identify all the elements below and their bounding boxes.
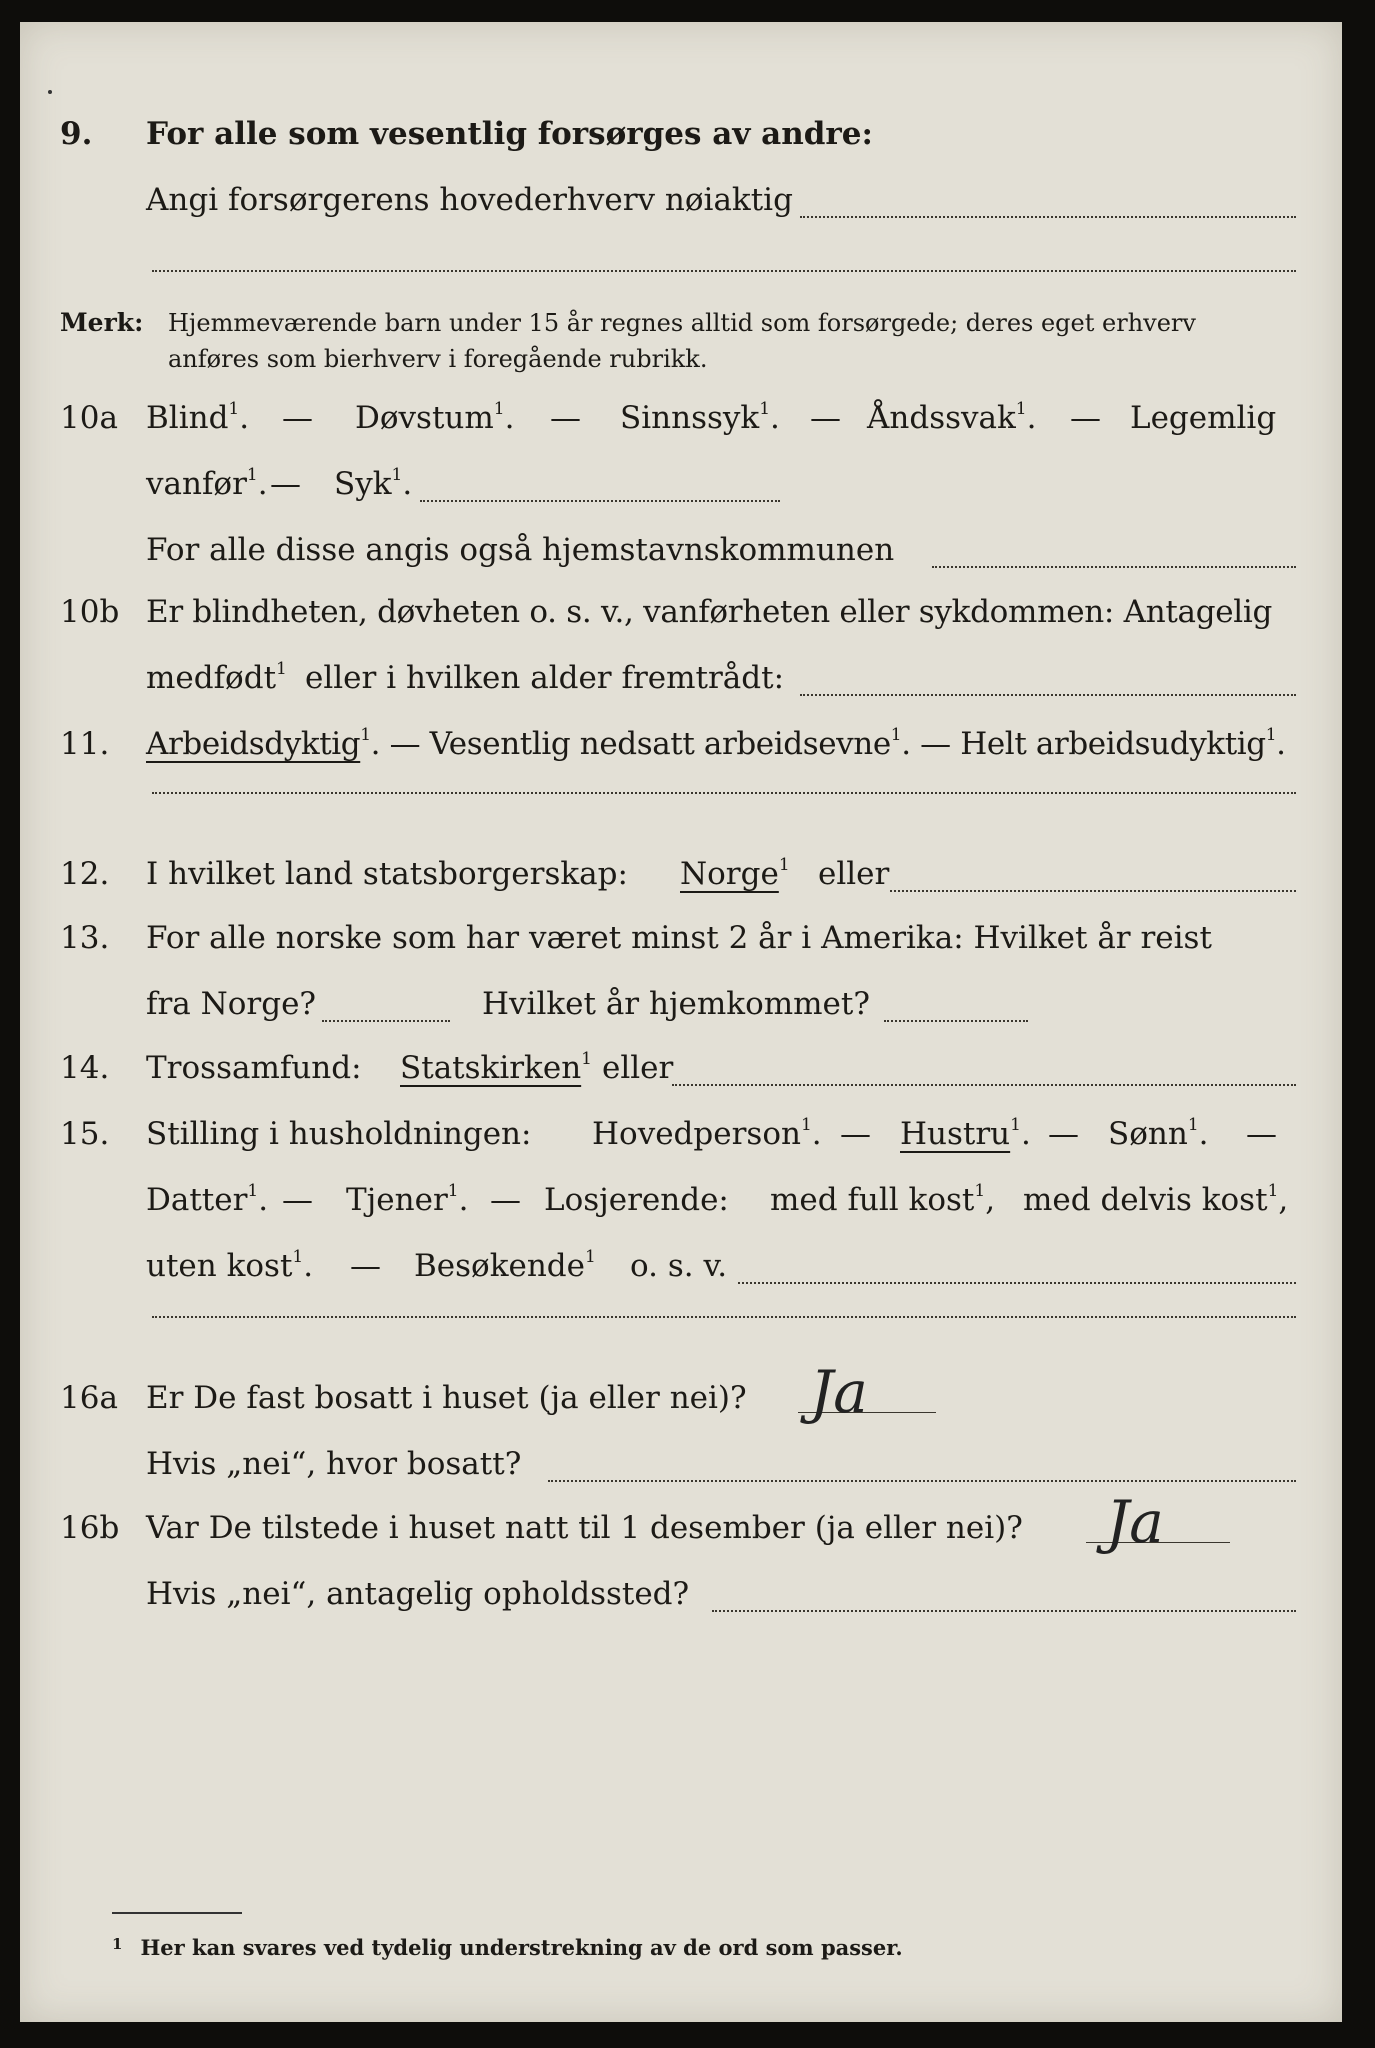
footnote-ref: 1	[1010, 1115, 1021, 1135]
q15-hustru[interactable]: Hustru$^1$.	[900, 1115, 1031, 1152]
q16b-question: Var De tilstede i huset natt til 1 desember (ja eller nei)?	[146, 1510, 1023, 1546]
footnote-ref: 1	[890, 725, 902, 745]
q13-fra-label: fra Norge?	[146, 986, 317, 1022]
ink-dot	[48, 90, 52, 94]
norge-label: Norge	[680, 856, 779, 892]
q16b-number: 16b	[60, 1510, 120, 1546]
q15-answer-field[interactable]	[738, 1282, 1296, 1284]
q10b-alder-label: eller i hvilken alder fremtrådt:	[305, 660, 785, 696]
dash: —	[1048, 1116, 1079, 1152]
footnote-ref: 1	[581, 1049, 592, 1069]
q12-answer-field[interactable]	[890, 890, 1296, 892]
q15-datter[interactable]: Datter$^1$.	[146, 1181, 269, 1218]
q9-row-2	[20, 178, 1342, 228]
q15-number: 15.	[60, 1116, 110, 1152]
q16a-number: 16a	[60, 1380, 118, 1416]
q9-number: 9.	[60, 116, 93, 152]
q11-number: 11.	[60, 726, 110, 762]
footnote-ref: 1	[246, 465, 258, 485]
q15-row	[20, 1112, 1342, 1162]
census-form-page	[20, 22, 1342, 2022]
q14-row	[20, 1046, 1342, 1096]
footnote-ref: 1	[1015, 399, 1027, 419]
q10a-hjemstavn-field[interactable]	[932, 566, 1296, 568]
q16a-question: Er De fast bosatt i huset (ja eller nei)?	[146, 1380, 747, 1416]
q14-eller: eller	[602, 1050, 674, 1086]
q11-row	[20, 722, 1342, 772]
q10b-medfodt[interactable]	[146, 656, 287, 700]
merk-row-2	[20, 340, 1342, 390]
q12-number: 12.	[60, 856, 110, 892]
footnote-divider	[112, 1912, 242, 1914]
dash: —	[920, 726, 951, 762]
hustru-label: Hustru	[900, 1116, 1011, 1152]
dash: —	[840, 1116, 871, 1152]
hovedperson-label: Hovedperson	[592, 1116, 801, 1152]
q10b-row-2	[20, 656, 1342, 706]
footnote-ref: 1	[276, 659, 287, 679]
footnote-ref: 1	[974, 1181, 986, 1201]
q13-row-2	[20, 982, 1342, 1032]
q10a-andssvak[interactable]: Åndssvak$^1$.	[867, 399, 1037, 436]
q9-label	[146, 178, 793, 222]
q16a-hvor-field[interactable]	[548, 1480, 1296, 1482]
merk-note-line2: anføres som bierhverv i foregående rubrikk.	[168, 345, 708, 373]
q10a-blind[interactable]: Blind$^1$.	[146, 399, 250, 436]
q12-row	[20, 852, 1342, 902]
q15-tjener[interactable]: Tjener$^1$.	[346, 1181, 469, 1218]
q10a-syk[interactable]: Syk$^1$.	[334, 465, 413, 502]
q10a-row-3	[20, 528, 1342, 578]
q10a-sinnssyk[interactable]: Sinnssyk$^1$.	[620, 399, 780, 436]
q15-osv: o. s. v.	[630, 1248, 728, 1284]
footnote-ref: 1	[360, 725, 371, 745]
q15-sonn[interactable]: Sønn$^1$.	[1108, 1115, 1209, 1152]
merk-label: Merk:	[60, 308, 144, 337]
dash: —	[270, 466, 301, 502]
footnote-text: Her kan svares ved tydelig understrekning av de ord som passer.	[140, 1935, 903, 1960]
q11-options: Arbeidsdyktig$^1$. — Vesentlig nedsatt arbeidsevne$^1$. — Helt arbeidsudyktig$^1$.	[146, 725, 1286, 762]
dash: —	[282, 400, 313, 436]
q15-hovedperson[interactable]: Hovedperson$^1$.	[592, 1115, 822, 1152]
q11-nedsatt[interactable]: Vesentlig nedsatt arbeidsevne	[429, 726, 891, 762]
q14-question: Trossamfund:	[146, 1050, 362, 1086]
q9-answer-field[interactable]	[800, 216, 1296, 218]
q10a-legemlig[interactable]: Legemlig	[1130, 400, 1277, 436]
footnote-ref: 1	[247, 1181, 259, 1201]
dash: —	[1246, 1116, 1277, 1152]
footnote-ref: 1	[584, 1247, 596, 1267]
q10b-alder-field[interactable]	[800, 694, 1296, 696]
q13-hjemkommet-field[interactable]	[884, 1020, 1028, 1022]
q14-statskirken[interactable]	[400, 1046, 592, 1090]
q13-hjem-label: Hvilket år hjemkommet?	[482, 986, 870, 1022]
statskirken-label: Statskirken	[400, 1050, 582, 1086]
footnote-ref: 1	[228, 399, 240, 419]
dash: —	[282, 1182, 313, 1218]
full-kost-label: med full kost	[770, 1182, 975, 1218]
footnote-ref: 1	[493, 399, 505, 419]
footnote-ref: 1	[292, 1247, 304, 1267]
delvis-kost-label: med delvis kost	[1023, 1182, 1268, 1218]
andssvak-label: Åndssvak	[867, 400, 1016, 436]
q13-number: 13.	[60, 920, 110, 956]
q10b-number: 10b	[60, 594, 120, 630]
q11-arbeidsdyktig[interactable]: Arbeidsdyktig	[146, 726, 361, 762]
sonn-label: Sønn	[1108, 1116, 1188, 1152]
q16b-opholdssted-field[interactable]	[712, 1610, 1296, 1612]
q16a-row-2	[20, 1442, 1342, 1492]
footnote-ref: 1	[800, 1115, 812, 1135]
sinnssyk-label: Sinnssyk	[620, 400, 760, 436]
q9-label-text: Angi forsørgerens hovederhverv nøiaktig	[146, 182, 793, 218]
q16a-row	[20, 1358, 1342, 1426]
footnote-ref: 1	[759, 399, 771, 419]
q15-full-kost[interactable]: med full kost$^1$,	[770, 1181, 996, 1218]
q15-delvis-kost[interactable]: med delvis kost$^1$,	[1023, 1181, 1289, 1218]
q13-row	[20, 916, 1342, 966]
q10a-hjemstavn-label: For alle disse angis også hjemstavnskommunen	[146, 532, 895, 568]
q15-question: Stilling i husholdningen:	[146, 1116, 532, 1152]
q14-number: 14.	[60, 1050, 110, 1086]
footnote-ref: 1	[1187, 1115, 1199, 1135]
q16b-opholdssted-label: Hvis „nei“, antagelig opholdssted?	[146, 1576, 690, 1612]
dash: —	[350, 1248, 381, 1284]
q16b-row-2	[20, 1572, 1342, 1622]
q10a-row	[20, 396, 1342, 446]
footnote-ref: 1	[1265, 725, 1277, 745]
q9-row	[20, 112, 1342, 162]
merk-note-line1: Hjemmeværende barn under 15 år regnes alltid som forsørgede; deres eget erhverv	[168, 309, 1196, 337]
dash: —	[490, 1182, 521, 1218]
q12-norge[interactable]	[680, 852, 790, 896]
q15-besokende[interactable]	[414, 1244, 596, 1288]
dash: —	[810, 400, 841, 436]
footnote-ref: 1	[1267, 1181, 1279, 1201]
dash: —	[1070, 400, 1101, 436]
q10a-dovstum[interactable]: Døvstum$^1$.	[355, 399, 515, 436]
q11-udyktig[interactable]: Helt arbeidsudyktig	[960, 726, 1266, 762]
q15-row-2	[20, 1178, 1342, 1228]
vanfor-label: vanfør	[146, 466, 247, 502]
q10a-number: 10a	[60, 400, 118, 436]
q11-answer-line[interactable]	[152, 792, 1296, 794]
q14-answer-field[interactable]	[672, 1084, 1296, 1086]
q15-losjerende: Losjerende:	[544, 1182, 729, 1218]
q16a-handwritten-answer: Ja	[810, 1358, 868, 1426]
uten-kost-label: uten kost	[146, 1248, 293, 1284]
syk-label: Syk	[334, 466, 392, 502]
dovstum-label: Døvstum	[355, 400, 494, 436]
tjener-label: Tjener	[346, 1182, 448, 1218]
dash: —	[389, 726, 421, 762]
footnote	[112, 1935, 903, 1960]
q16a-hvor-label: Hvis „nei“, hvor bosatt?	[146, 1446, 522, 1482]
dash: —	[550, 400, 581, 436]
footnote-ref: 1	[391, 465, 403, 485]
footnote-ref: 1	[447, 1181, 459, 1201]
besokende-label: Besøkende	[414, 1248, 585, 1284]
q9-extra-answer-line[interactable]	[152, 270, 1296, 272]
q10b-row	[20, 590, 1342, 640]
q16b-row	[20, 1488, 1342, 1556]
blind-label: Blind	[146, 400, 229, 436]
q15-row-3	[20, 1244, 1342, 1294]
medfodt-label: medfødt	[146, 660, 277, 696]
datter-label: Datter	[146, 1182, 248, 1218]
footnote-ref: 1	[778, 855, 790, 875]
footnote-mark: 1	[112, 1935, 123, 1953]
q15-uten-kost[interactable]: uten kost$^1$.	[146, 1247, 314, 1284]
q13-reist-field[interactable]	[322, 1020, 450, 1022]
q10a-row-2	[20, 462, 1342, 512]
q10a-vanfor[interactable]: vanfør$^1$.	[146, 465, 268, 502]
q10a-syk-field[interactable]	[420, 500, 780, 502]
q15-extra-answer-line[interactable]	[152, 1316, 1296, 1318]
q13-question: For alle norske som har været minst 2 år i Amerika: Hvilket år reist	[146, 920, 1212, 956]
q12-question: I hvilket land statsborgerskap:	[146, 856, 628, 892]
q16b-handwritten-answer: Ja	[1106, 1488, 1164, 1556]
q9-heading: For alle som vesentlig forsørges av andre:	[146, 116, 873, 152]
q10b-question: Er blindheten, døvheten o. s. v., vanførheten eller sykdommen: Antagelig	[146, 594, 1273, 630]
q12-eller: eller	[818, 856, 890, 892]
